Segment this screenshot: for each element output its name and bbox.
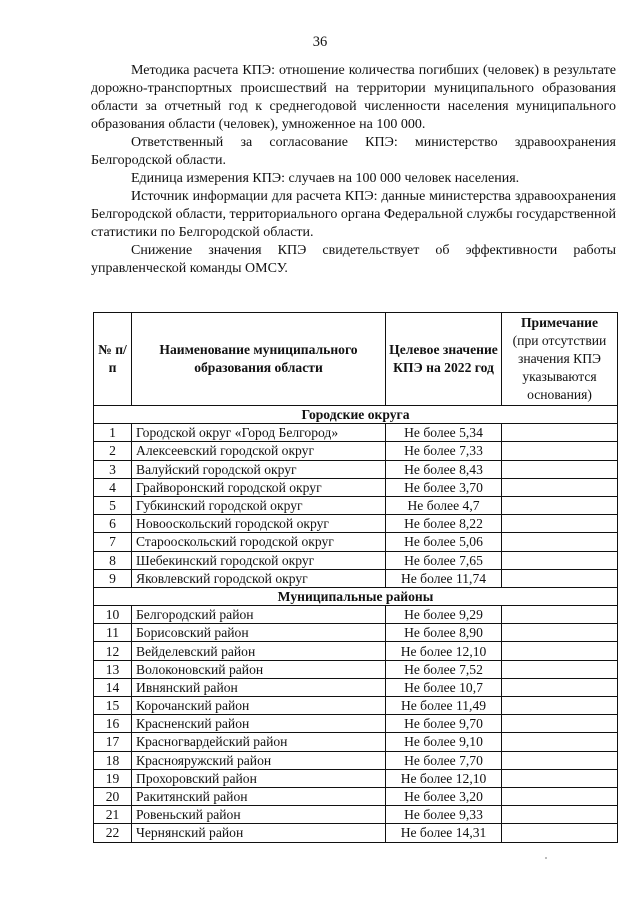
row-number: 18 [94,751,132,769]
table-header-row [94,313,618,406]
note-cell [502,678,618,696]
note-cell [502,787,618,805]
target-value: Не более 10,7 [386,678,502,696]
row-number: 2 [94,442,132,460]
table-row [94,424,618,442]
table-row [94,642,618,660]
note-cell [502,496,618,514]
target-value: Не более 7,65 [386,551,502,569]
target-value: Не более 8,43 [386,460,502,478]
table-row [94,660,618,678]
municipality-name: Новооскольский городской округ [132,515,386,533]
note-cell [502,751,618,769]
target-value: Не более 5,06 [386,533,502,551]
note-cell [502,460,618,478]
table-row [94,824,618,842]
target-value: Не более 14,31 [386,824,502,842]
municipality-name: Вейделевский район [132,642,386,660]
row-number: 10 [94,606,132,624]
note-cell [502,442,618,460]
note-cell [502,533,618,551]
table-row [94,733,618,751]
row-number: 9 [94,569,132,587]
municipality-name: Старооскольский городской округ [132,533,386,551]
municipality-name: Краснояружский район [132,751,386,769]
row-number: 13 [94,660,132,678]
municipality-name: Губкинский городской округ [132,496,386,514]
target-value: Не более 3,70 [386,478,502,496]
municipality-name: Ровеньский район [132,806,386,824]
municipality-name: Ракитянский район [132,787,386,805]
row-number: 17 [94,733,132,751]
scan-mark [545,857,547,859]
note-cell [502,697,618,715]
target-value: Не более 9,33 [386,806,502,824]
target-value: Не более 7,52 [386,660,502,678]
municipality-name: Шебекинский городской округ [132,551,386,569]
kpi-table [93,312,618,843]
target-value: Не более 8,22 [386,515,502,533]
target-value: Не более 5,34 [386,424,502,442]
note-cell [502,515,618,533]
table-row [94,624,618,642]
table-row [94,697,618,715]
municipality-name: Волоконовский район [132,660,386,678]
target-value: Не более 4,7 [386,496,502,514]
municipality-name: Яковлевский городской округ [132,569,386,587]
header-note-title: Примечание [520,315,599,330]
page-number: 36 [312,34,328,50]
table-row [94,442,618,460]
note-cell [502,551,618,569]
target-value: Не более 8,90 [386,624,502,642]
municipality-name: Белгородский район [132,606,386,624]
note-cell [502,569,618,587]
table-row [94,551,618,569]
row-number: 4 [94,478,132,496]
note-cell [502,624,618,642]
table-row [94,478,618,496]
municipality-name: Городской округ «Город Белгород» [132,424,386,442]
target-value: Не более 7,33 [386,442,502,460]
table-body [94,406,618,843]
target-value: Не более 9,10 [386,733,502,751]
table-row [94,769,618,787]
row-number: 21 [94,806,132,824]
row-number: 16 [94,715,132,733]
table-row [94,751,618,769]
note-cell [502,715,618,733]
note-cell [502,769,618,787]
note-cell [502,478,618,496]
target-value: Не более 12,10 [386,769,502,787]
note-cell [502,806,618,824]
note-cell [502,660,618,678]
row-number: 1 [94,424,132,442]
paragraph-source: Источник информации для расчета КПЭ: данные министерства здравоохранения Белгородской области, территориального органа Федеральной службы государственной статистики по Белгородской области. [91,189,616,240]
row-number: 20 [94,787,132,805]
table-row [94,569,618,587]
header-note-text: (при отсутствии значения КПЭ указываются основания) [512,333,607,402]
municipality-name: Прохоровский район [132,769,386,787]
note-cell [502,642,618,660]
paragraph-unit: Единица измерения КПЭ: случаев на 100 000 человек населения. [131,171,520,186]
header-note [502,313,618,406]
municipality-name: Красногвардейский район [132,733,386,751]
note-cell [502,733,618,751]
municipality-name: Грайворонский городской округ [132,478,386,496]
row-number: 11 [94,624,132,642]
row-number: 22 [94,824,132,842]
target-value: Не более 3,20 [386,787,502,805]
row-number: 19 [94,769,132,787]
paragraph-methodology: Методика расчета КПЭ: отношение количества погибших (человек) в результате дорожно-транспортных происшествий на территории муниципального образования области за отчетный год к среднегодовой численности населения муниципального образования области (человек), умноженное на 100 000. [91,63,616,132]
table-row [94,678,618,696]
row-number: 7 [94,533,132,551]
municipality-name: Ивнянский район [132,678,386,696]
municipality-name: Борисовский район [132,624,386,642]
municipality-name: Алексеевский городской округ [132,442,386,460]
paragraph-responsible: Ответственный за согласование КПЭ: министерство здравоохранения Белгородской области. [91,135,616,168]
target-value: Не более 12,10 [386,642,502,660]
note-cell [502,606,618,624]
target-value: Не более 7,70 [386,751,502,769]
header-target: Целевое значение КПЭ на 2022 год [386,313,502,406]
municipality-name: Чернянский район [132,824,386,842]
target-value: Не более 11,49 [386,697,502,715]
table-row [94,715,618,733]
body-text [91,62,616,278]
target-value: Не более 9,29 [386,606,502,624]
table-row [94,496,618,514]
table-row [94,606,618,624]
table-row [94,533,618,551]
table-row [94,787,618,805]
header-name: Наименование муниципального образования области [132,313,386,406]
row-number: 12 [94,642,132,660]
header-num: № п/п [94,313,132,406]
row-number: 8 [94,551,132,569]
row-number: 15 [94,697,132,715]
target-value: Не более 11,74 [386,569,502,587]
table-group-row [94,587,618,605]
group-title: Муниципальные районы [94,587,618,605]
municipality-name: Валуйский городской округ [132,460,386,478]
paragraph-conclusion: Снижение значения КПЭ свидетельствует об эффективности работы управленческой команды ОМСУ. [91,243,616,276]
row-number: 5 [94,496,132,514]
group-title: Городские округа [94,406,618,424]
municipality-name: Красненский район [132,715,386,733]
table-row [94,806,618,824]
note-cell [502,424,618,442]
row-number: 6 [94,515,132,533]
row-number: 14 [94,678,132,696]
row-number: 3 [94,460,132,478]
table-row [94,460,618,478]
municipality-name: Корочанский район [132,697,386,715]
table-group-row [94,406,618,424]
target-value: Не более 9,70 [386,715,502,733]
note-cell [502,824,618,842]
table-row [94,515,618,533]
